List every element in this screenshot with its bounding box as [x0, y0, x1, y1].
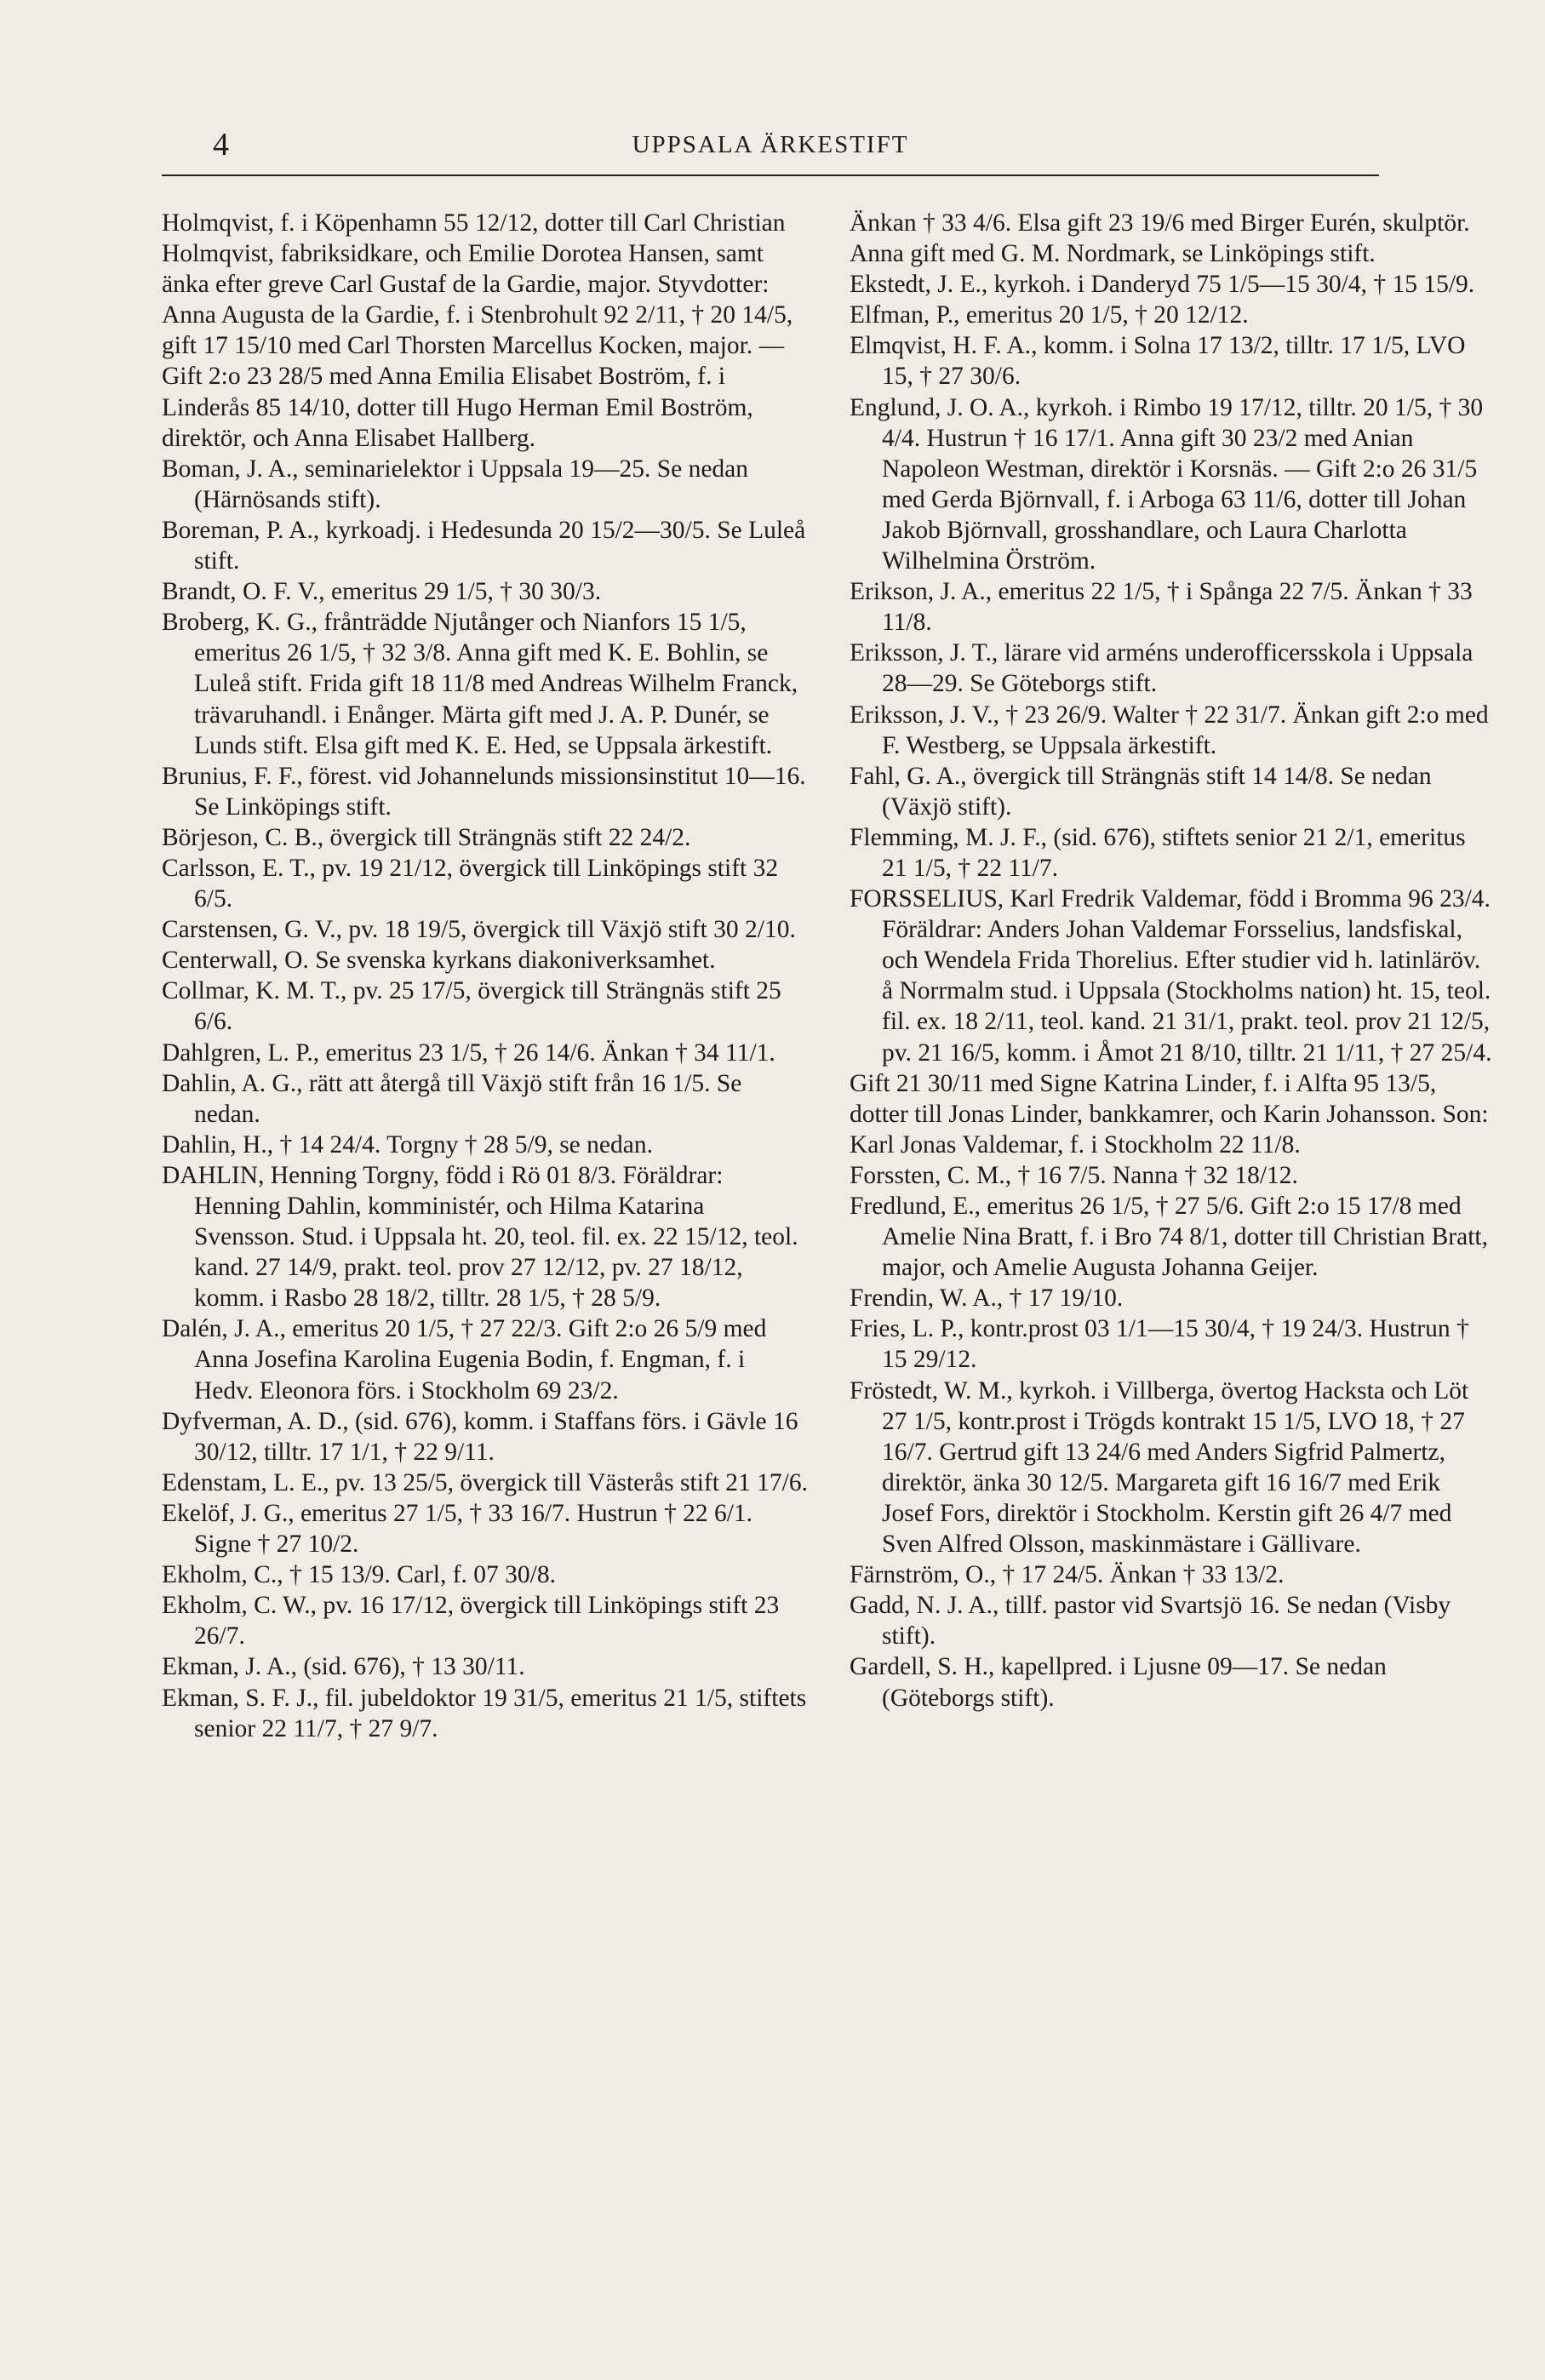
register-entry: Fredlund, E., emeritus 26 1/5, † 27 5/6. Gift 2:o 15 17/8 med Amelie Nina Bratt, f. i Bro 74 8/1, dotter till Christian Bratt, major, och Amelie Augusta Johanna Geijer. [850, 1193, 1488, 1282]
register-entry: Centerwall, O. Se svenska kyrkans diakoniverksamhet. [162, 947, 716, 975]
register-entry: Dahlin, H., † 14 24/4. Torgny † 28 5/9, se nedan. [162, 1130, 653, 1159]
register-entry: Gift 21 30/11 med Signe Katrina Linder, f. i Alfta 95 13/5, dotter till Jonas Linder, bankkamrer, och Karin Johansson. Son: Karl Jonas Valdemar, f. i Stockholm 22 11/8. [850, 1069, 1489, 1159]
register-entry: Änkan † 33 4/6. Elsa gift 23 19/6 med Birger Eurén, skulptör. Anna gift med G. M. Nordmark, se Linköpings stift. [850, 209, 1470, 268]
register-entry: Holmqvist, f. i Köpenhamn 55 12/12, dotter till Carl Christian Holmqvist, fabriksidkare, och Emilie Dorotea Hansen, samt änka efter greve Carl Gustaf de la Gardie, major. Styvdotter: Anna Augusta de la Gardie, f. i Stenbrohult 92 2/11, † 20 14/5, gift 17 15/10 med Carl Thorsten Marcellus Kocken, major. — Gift 2:o 23 28/5 med Anna Emilia Elisabet Boström, f. i Linderås 85 14/10, dotter till Hugo Herman Emil Boström, direktör, och Anna Elisabet Hallberg. [162, 209, 793, 452]
register-entry: Fahl, G. A., övergick till Strängnäs stift 14 14/8. Se nedan (Växjö stift). [850, 762, 1432, 821]
register-entry: Erikson, J. A., emeritus 22 1/5, † i Spånga 22 7/5. Änkan † 33 11/8. [850, 578, 1473, 637]
register-entry: Ekman, S. F. J., fil. jubeldoktor 19 31/5, emeritus 21 1/5, stiftets senior 22 11/7, † 27 9/7. [162, 1684, 807, 1742]
register-entry: Brandt, O. F. V., emeritus 29 1/5, † 30 30/3. [162, 578, 602, 606]
register-entry: Carlsson, E. T., pv. 19 21/12, övergick till Linköpings stift 32 6/5. [162, 854, 779, 913]
register-entry: Fröstedt, W. M., kyrkoh. i Villberga, övertog Hacksta och Löt 27 1/5, kontr.prost i Trögds kontrakt 15 1/5, LVO 18, † 27 16/7. Gertrud gift 13 24/6 med Anders Sigfrid Palmertz, direktör, änka 30 12/5. Margareta gift 16 16/7 med Erik Josef Fors, direktör i Stockholm. Kerstin gift 26 4/7 med Sven Alfred Olsson, maskinmästare i Gällivare. [850, 1376, 1469, 1559]
register-entry: Ekstedt, J. E., kyrkoh. i Danderyd 75 1/5—15 30/4, † 15 15/9. [850, 271, 1475, 299]
register-entry: Gadd, N. J. A., tillf. pastor vid Svartsjö 16. Se nedan (Visby stift). [850, 1592, 1451, 1651]
register-entry: Brunius, F. F., förest. vid Johannelunds missionsinstitut 10—16. Se Linköpings stift. [162, 762, 806, 821]
register-entry: Boman, J. A., seminarielektor i Uppsala 19—25. Se nedan (Härnösands stift). [162, 455, 749, 513]
register-entry: Ekholm, C. W., pv. 16 17/12, övergick till Linköpings stift 23 26/7. [162, 1592, 780, 1651]
left-column [162, 208, 809, 1744]
register-entry: Eriksson, J. V., † 23 26/9. Walter † 22 31/7. Änkan gift 2:o med F. Westberg, se Uppsala ärkestift. [850, 701, 1489, 759]
register-entry: Ekholm, C., † 15 13/9. Carl, f. 07 30/8. [162, 1561, 556, 1589]
page-header [162, 126, 1379, 174]
register-entry: Gardell, S. H., kapellpred. i Ljusne 09—17. Se nedan (Göteborgs stift). [850, 1653, 1387, 1712]
register-entry: Flemming, M. J. F., (sid. 676), stiftets senior 21 2/1, emeritus 21 1/5, † 22 11/7. [850, 823, 1466, 882]
register-entry: Frendin, W. A., † 17 19/10. [850, 1284, 1124, 1313]
register-entry: Börjeson, C. B., övergick till Strängnäs stift 22 24/2. [162, 823, 691, 851]
page-number: 4 [213, 127, 229, 163]
register-entry: Dalén, J. A., emeritus 20 1/5, † 27 22/3. Gift 2:o 26 5/9 med Anna Josefina Karolina Eugenia Bodin, f. Engman, f. i Hedv. Eleonora förs. i Stockholm 69 23/2. [162, 1315, 767, 1405]
header-rule [162, 174, 1379, 176]
register-entry: Boreman, P. A., kyrkoadj. i Hedesunda 20 15/2—30/5. Se Luleå stift. [162, 516, 806, 575]
register-entry: Eriksson, J. T., lärare vid arméns underofficersskola i Uppsala 28—29. Se Göteborgs stift. [850, 639, 1473, 698]
register-entry: Dahlgren, L. P., emeritus 23 1/5, † 26 14/6. Änkan † 34 11/1. [162, 1038, 775, 1067]
register-entry: Broberg, K. G., frånträdde Njutånger och Nianfors 15 1/5, emeritus 26 1/5, † 32 3/8. Anna gift med K. E. Bohlin, se Luleå stift. Frida gift 18 11/8 med Andreas Wilhelm Franck, trävaruhandl. i Enånger. Märta gift med J. A. P. Dunér, se Lunds stift. Elsa gift med K. E. Hed, se Uppsala ärkestift. [162, 609, 798, 759]
register-entry: Elfman, P., emeritus 20 1/5, † 20 12/12. [850, 301, 1249, 329]
register-entry: Forssten, C. M., † 16 7/5. Nanna † 32 18/12. [850, 1161, 1298, 1189]
register-entry: Ekelöf, J. G., emeritus 27 1/5, † 33 16/7. Hustrun † 22 6/1. Signe † 27 10/2. [162, 1499, 753, 1559]
register-entry: Dyfverman, A. D., (sid. 676), komm. i Staffans förs. i Gävle 16 30/12, tilltr. 17 1/1, † 22 9/11. [162, 1407, 798, 1466]
register-entry: Englund, J. O. A., kyrkoh. i Rimbo 19 17/12, tilltr. 20 1/5, † 30 4/4. Hustrun † 16 17/1. Anna gift 30 23/2 med Anian Napoleon Westman, direktör i Korsnäs. — Gift 2:o 26 31/5 med Gerda Björnvall, f. i Arboga 63 11/6, dotter till Johan Jakob Björnvall, grosshandlare, och Laura Charlotta Wilhelmina Örström. [850, 393, 1484, 575]
register-entry: Dahlin, A. G., rätt att återgå till Växjö stift från 16 1/5. Se nedan. [162, 1069, 742, 1128]
register-entry: Carstensen, G. V., pv. 18 19/5, övergick till Växjö stift 30 2/10. [162, 916, 796, 944]
register-entry: Collmar, K. M. T., pv. 25 17/5, övergick till Strängnäs stift 25 6/6. [162, 977, 781, 1036]
register-entry: DAHLIN, Henning Torgny, född i Rö 01 8/3. Föräldrar: Henning Dahlin, komministér, och Hilma Katarina Svensson. Stud. i Uppsala ht. 20, teol. fil. ex. 22 15/12, teol. kand. 27 14/9, prakt. teol. prov 27 12/12, pv. 27 18/12, komm. i Rasbo 28 18/2, tilltr. 28 1/5, † 28 5/9. [162, 1161, 798, 1313]
register-entry: Ekman, J. A., (sid. 676), † 13 30/11. [162, 1653, 525, 1681]
register-entry: FORSSELIUS, Karl Fredrik Valdemar, född i Bromma 96 23/4. Föräldrar: Anders Johan Valdemar Forsselius, landsfiskal, och Wendela Frida Thorelius. Efter studier vid h. latinläröv. å Norrmalm stud. i Uppsala (Stockholms nation) ht. 15, teol. fil. ex. 18 2/11, teol. kand. 21 31/1, prakt. teol. prov 21 12/5, pv. 21 16/5, komm. i Åmot 21 8/10, tilltr. 21 1/11, † 27 25/4. [850, 885, 1492, 1067]
running-title: UPPSALA ÄRKESTIFT [632, 131, 909, 158]
right-column [850, 208, 1496, 1713]
register-entry: Färnström, O., † 17 24/5. Änkan † 33 13/2. [850, 1561, 1285, 1589]
register-entry: Elmqvist, H. F. A., komm. i Solna 17 13/2, tilltr. 17 1/5, LVO 15, † 27 30/6. [850, 332, 1466, 391]
register-entry: Fries, L. P., kontr.prost 03 1/1—15 30/4, † 19 24/3. Hustrun † 15 29/12. [850, 1315, 1469, 1374]
register-entry: Edenstam, L. E., pv. 13 25/5, övergick till Västerås stift 21 17/6. [162, 1468, 808, 1496]
